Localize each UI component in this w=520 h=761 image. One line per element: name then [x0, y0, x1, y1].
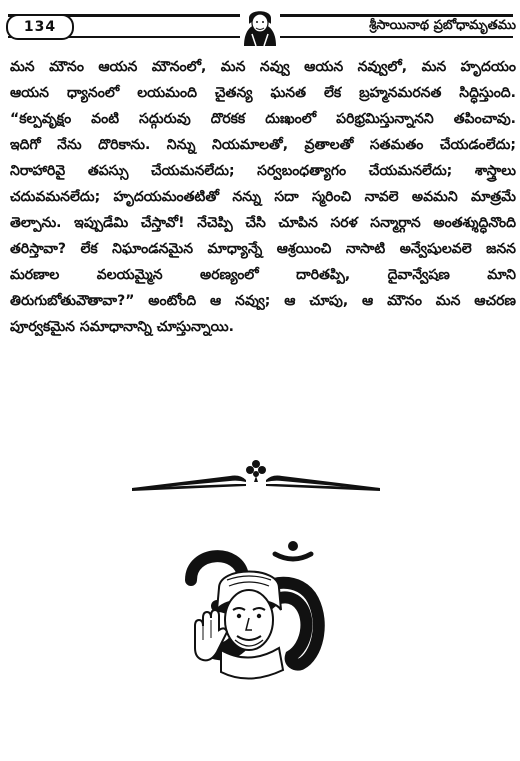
text-line: తెల్పాను. ఇప్పుడేమి చేస్తావో! నేచెప్పి చేసి చూపిన సరళ సన్మార్గాన అంతశ్శుద్ధినొంది [10, 215, 516, 231]
om-sai-baba-emblem-icon [183, 540, 331, 692]
sai-baba-portrait-icon [240, 4, 280, 46]
text-line: తిరుగుబోతువౌతావా?” అంటోంది ఆ నవ్వు; ఆ చూపు, ఆ మౌనం మన ఆచరణ [10, 293, 516, 309]
text-line: “కల్పవృక్షం వంటి సద్గురువు దొరకక దుఃఖంలో పరిభ్రమిస్తున్నానని తపించావు. [10, 111, 516, 127]
text-line: తరిస్తావా? లేక నిఘాండనమైన మాధ్యాన్నే ఆశ్రయించి నాసాటి అన్వేషులవలె జనన [10, 241, 516, 257]
text-line: ఆయన ధ్యానంలో లయమంది చైతన్య ఘనత లేక బ్రహ్మనమరనత సిద్ధిస్తుంది. [10, 85, 516, 101]
text-line: నిరాహారివై తపస్సు చేయమనలేదు; సర్వబంధత్యాగం చేయమనలేదు; శాస్త్రాలు [10, 163, 516, 179]
running-title: శ్రీసాయినాథ ప్రబోధామృతము [369, 18, 516, 33]
text-line: మరణాల వలయమ్మైన అరణ్యంలో దారితప్పి, దైవాన్వేషణ మాని [10, 267, 516, 283]
page-header [0, 0, 520, 46]
text-line: మన మౌనం ఆయన మౌనంలో, మన నవ్వు ఆయన నవ్వులో, మన హృదయం [10, 59, 516, 75]
body-paragraph [10, 54, 516, 340]
floral-divider-icon [130, 458, 382, 494]
text-line: ఇదిగో నేను దొరికాను. నిన్ను నియమాలతో, వ్రతాలతో సతమతం చేయడంలేదు; [10, 137, 516, 153]
text-line: చదువమనలేదు; హృదయమంతటితో నన్ను సదా స్మరించి నావలె అవమని మాత్రమే [10, 189, 516, 205]
text-line: పూర్వకమైన సమాధానాన్ని చూస్తున్నాయి. [10, 319, 234, 335]
page-number: 134 [6, 14, 74, 40]
